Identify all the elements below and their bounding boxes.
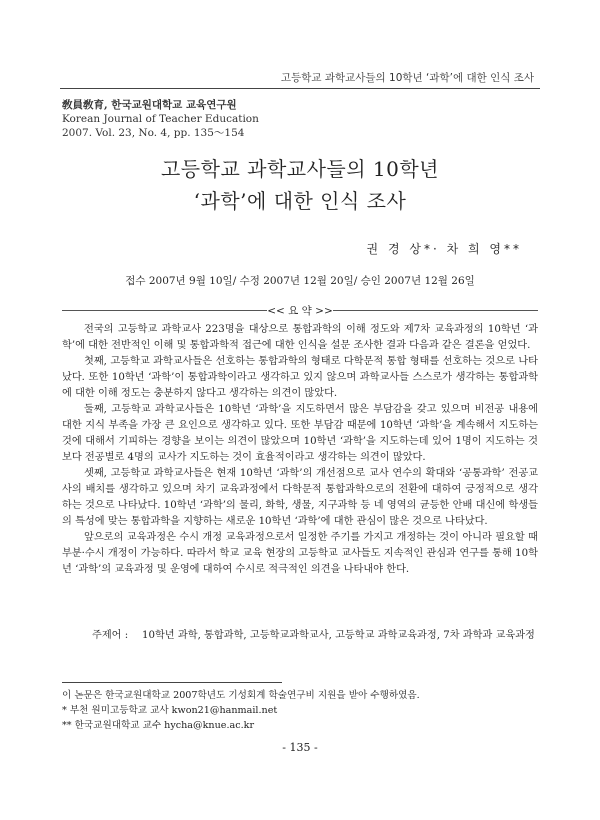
running-header: 고등학교 과학교사들의 10학년 ‘과학’에 대한 인식 조사 xyxy=(280,72,534,84)
footnotes xyxy=(62,688,538,733)
keywords xyxy=(92,628,538,644)
keywords-text: 10학년 과학, 통합과학, 고등학교과학교사, 고등학교 과학교육과정, 7차 과학과 교육과정 xyxy=(142,630,535,641)
footnote-author-1: * 부천 원미고등학교 교사 kwon21@hanmail.net xyxy=(62,705,278,716)
abstract-paragraph-third: 셋째, 고등학교 과학교사들은 현재 10학년 ‘과학’의 개선점으로 교사 연수의 확대와 ‘공통과학’ 전공교사의 배치를 생각하고 있으며 차기 교육과정에서 다학문적 통합과학으로의 전환에 대하여 긍정적으로 생각하는 것으로 나타났다. 10학년 ‘과학’의 물리, 화학, 생물, 지구과학 등 네 영역의 균등한 안배 대신에 학생들의 특성에 맞는 통합과학을 지향하는 새로운 10학년 ‘과학’에 대한 관심이 많은 것으로 나타났다. xyxy=(62,468,538,527)
footnote-funding: 이 논문은 한국교원대학교 2007학년도 기성회계 학술연구비 지원을 받아 수행하였음. xyxy=(62,690,420,701)
journal-korean-name: 敎員敎育, 한국교원대학교 교육연구원 xyxy=(62,99,237,111)
journal-english-name: Korean Journal of Teacher Education xyxy=(62,113,259,125)
abstract-paragraph-conclusion: 앞으로의 교육과정은 수시 개정 교육과정으로서 일정한 주기를 가지고 개정하는 것이 아니라 필요할 때 부분·수시 개정이 가능하다. 따라서 학교 교육 현장의 고등학교 교사들도 지속적인 관심과 연구를 통해 10학년 ‘과학’의 교육과정 및 운영에 대하여 수시로 적극적인 의견을 나타내야 한다. xyxy=(62,532,538,575)
abstract-paragraph-second: 둘째, 고등학교 과학교사들은 10학년 ‘과학’을 지도하면서 많은 부담감을 갖고 있으며 비전공 내용에 대한 지식 부족을 가장 큰 요인으로 생각하고 있다. 또한 부담감 때문에 10학년 ‘과학’을 계속해서 지도하는 것에 대해서 기피하는 경향을 보이는 의견이 많았으며 10학년 ‘과학’을 지도하는데 있어 1명이 지도하는 것보다 전공별로 4명의 교사가 지도하는 것이 효율적이라고 생각하는 의견이 많았다. xyxy=(62,404,538,463)
journal-citation: 2007. Vol. 23, No. 4, pp. 135～154 xyxy=(62,127,245,139)
abstract-paragraph-intro: 전국의 고등학교 과학교사 223명을 대상으로 통합과학의 이해 정도와 제7차 교육과정의 10학년 ‘과학’에 대한 전반적인 이해 및 통합과학적 접근에 대한 인식을 설문 조사한 결과 다음과 같은 결론을 얻었다. xyxy=(62,324,538,351)
keywords-label: 주제어 : xyxy=(92,630,129,641)
summary-label: << 요 약 >> xyxy=(267,305,333,317)
page-number: - 135 - xyxy=(282,741,318,754)
header-rule xyxy=(60,88,540,89)
abstract-paragraph-first: 첫째, 고등학교 과학교사들은 선호하는 통합과학의 형태로 다학문적 통합 형태를 선호하는 것으로 나타났다. 또한 10학년 ‘과학’이 통합과학이라고 생각하고 있지 않으며 과학교사들 스스로가 생각하는 통합과학에 대한 이해 정도는 충분하지 않다고 생각하는 의견이 많았다. xyxy=(62,356,538,399)
paper-title-line-1: 고등학교 과학교사들의 10학년 xyxy=(160,157,439,181)
footnote-rule xyxy=(62,682,282,683)
abstract xyxy=(62,322,538,578)
summary-heading xyxy=(62,303,538,317)
journal-info xyxy=(62,98,259,140)
summary-rule-right xyxy=(333,310,538,311)
author-names: 권 경 상*· 차 희 영** xyxy=(366,242,522,256)
submission-dates: 접수 2007년 9월 10일/ 수정 2007년 12월 20일/ 승인 2007년 12월 26일 xyxy=(125,275,475,287)
paper-title-line-2: ‘과학’에 대한 인식 조사 xyxy=(193,189,407,213)
footnote-author-2: ** 한국교원대학교 교수 hycha@knue.ac.kr xyxy=(62,720,255,731)
